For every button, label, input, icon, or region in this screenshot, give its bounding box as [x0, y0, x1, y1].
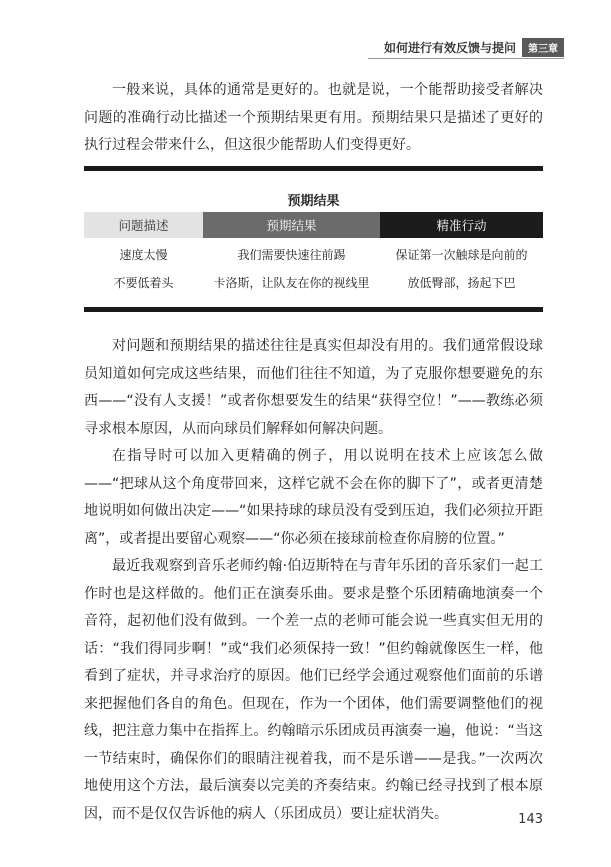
table-cell: 保证第一次触球是向前的	[395, 247, 528, 262]
table-cell: 不要低着头	[113, 275, 174, 290]
paragraph: 在指导时可以加入更精确的例子，用以说明在技术上应该怎么做——“把球从这个角度带回来，这样它就不会在你的脚下了”，或者更清楚地说明如何做出决定——“如果持球的球员没有受到压迫，我们必须拉开距离”，或者提出要留心观察——“你必须在接球前检查你肩膀的位置。”	[84, 448, 543, 547]
table-header-row	[84, 212, 543, 238]
intro-text: 一般来说，具体的通常是更好的。也就是说，一个能帮助接受者解决问题的准确行动比描述一个预期结果更有用。预期结果只是描述了更好的执行过程会带来什么，但这很少能帮助人们变得更好。	[84, 82, 543, 153]
header-rule	[368, 58, 564, 59]
header-expected-result: 预期结果	[203, 212, 380, 238]
table-top-rule	[84, 166, 543, 171]
intro-paragraph	[84, 77, 543, 160]
table-cell: 速度太慢	[119, 247, 168, 262]
paragraph: 最近我观察到音乐老师约翰·伯迈斯特在与青年乐团的音乐家们一起工作时也是这样做的。他们正在演奏乐曲。要求是整个乐团精确地演奏一个音符，起初他们没有做到。一个差一点的老师可能会说一些真实但无用的话：“我们得同步啊！”或“我们必须保持一致！”但约翰就像医生一样，他看到了症状，并寻求治疗的原因。他们已经学会通过观察他们面前的乐谱来把握他们各自的角色。但现在，作为一个团体，他们需要调整他们的视线，把注意力集中在指挥上。约翰暗示乐团成员再演奏一遍，他说：“当这一节结束时，确保你们的眼睛注视着我，而不是乐谱——是我。”一次两次地使用这个方法，最后演奏以完美的齐奏结束。约翰已经寻找到了根本原因，而不是仅仅告诉他的病人（乐团成员）要让症状消失。	[84, 558, 543, 822]
table-cell: 放低臀部，扬起下巴	[407, 275, 516, 290]
table-cell: 我们需要快速往前踢	[237, 247, 346, 262]
page-number: 143	[518, 812, 543, 827]
header-precise-action: 精准行动	[380, 212, 543, 238]
table-cell: 卡洛斯，让队友在你的视线里	[213, 275, 370, 290]
body-text	[84, 333, 543, 828]
table-row	[84, 268, 543, 296]
chapter-badge: 第三章	[522, 38, 564, 57]
header-title: 如何进行有效反馈与提问	[383, 41, 516, 55]
table-bottom-rule	[84, 307, 543, 312]
paragraph: 对问题和预期结果的描述往往是真实但却没有用的。我们通常假设球员知道如何完成这些结果，而他们往往不知道，为了克服你想要避免的东西——“没有人支援！”或者你想要发生的结果“获得空位！”——教练必须寻求根本原因，从而向球员们解释如何解决问题。	[84, 338, 543, 437]
table-title: 预期结果	[287, 194, 340, 209]
table-row	[84, 240, 543, 268]
header-problem: 问题描述	[84, 212, 203, 238]
running-header	[384, 38, 564, 57]
